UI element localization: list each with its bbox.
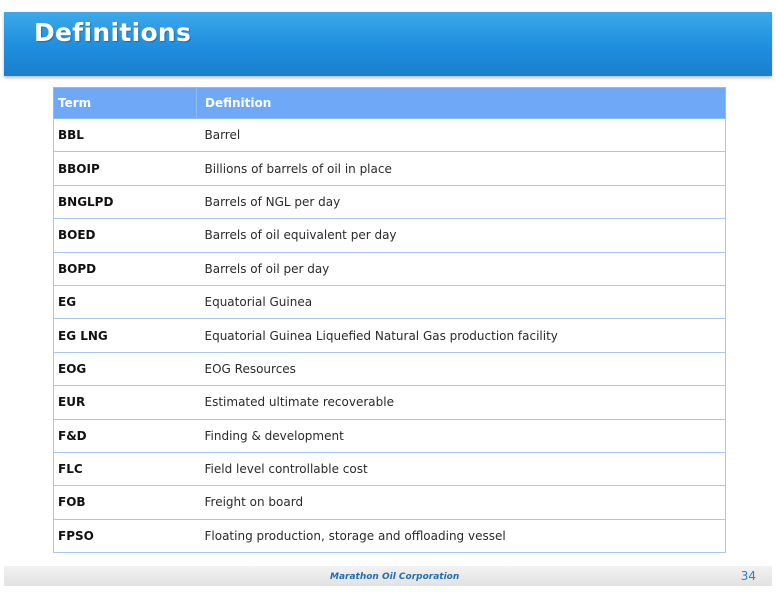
term-cell: BOPD: [54, 252, 197, 285]
table-row: [54, 185, 726, 218]
definition-cell: Equatorial Guinea: [197, 285, 726, 318]
term-cell: F&D: [54, 419, 197, 452]
table-row: [54, 219, 726, 252]
definition-cell: Barrels of NGL per day: [197, 185, 726, 218]
table-row: [54, 452, 726, 485]
definitions-table: [53, 87, 726, 553]
column-header-term: Term: [54, 88, 197, 119]
definition-cell: Billions of barrels of oil in place: [197, 152, 726, 185]
table-header-row: [54, 88, 726, 119]
term-cell: BBOIP: [54, 152, 197, 185]
definition-cell: Floating production, storage and offloading vessel: [197, 519, 726, 552]
definition-cell: Estimated ultimate recoverable: [197, 386, 726, 419]
table-row: [54, 352, 726, 385]
term-cell: FPSO: [54, 519, 197, 552]
definition-cell: EOG Resources: [197, 352, 726, 385]
table-row: [54, 519, 726, 552]
term-cell: FOB: [54, 486, 197, 519]
definition-cell: Barrels of oil per day: [197, 252, 726, 285]
term-cell: BOED: [54, 219, 197, 252]
definition-cell: Field level controllable cost: [197, 452, 726, 485]
term-cell: EOG: [54, 352, 197, 385]
title-bar: [4, 12, 772, 76]
term-cell: EG LNG: [54, 319, 197, 352]
definitions-table-container: [53, 87, 725, 553]
definition-cell: Equatorial Guinea Liquefied Natural Gas production facility: [197, 319, 726, 352]
definition-cell: Barrel: [197, 119, 726, 152]
term-cell: BBL: [54, 119, 197, 152]
table-row: [54, 419, 726, 452]
column-header-definition: Definition: [197, 88, 726, 119]
table-row: [54, 152, 726, 185]
table-row: [54, 386, 726, 419]
table-row: [54, 486, 726, 519]
term-cell: EUR: [54, 386, 197, 419]
definition-cell: Freight on board: [197, 486, 726, 519]
table-row: [54, 319, 726, 352]
definition-cell: Barrels of oil equivalent per day: [197, 219, 726, 252]
definition-cell: Finding & development: [197, 419, 726, 452]
term-cell: EG: [54, 285, 197, 318]
table-row: [54, 252, 726, 285]
page-title: Definitions: [34, 18, 192, 47]
footer-company-name: Marathon Oil Corporation: [330, 572, 460, 582]
term-cell: FLC: [54, 452, 197, 485]
page-number: 34: [740, 569, 756, 583]
table-row: [54, 119, 726, 152]
table-row: [54, 285, 726, 318]
term-cell: BNGLPD: [54, 185, 197, 218]
